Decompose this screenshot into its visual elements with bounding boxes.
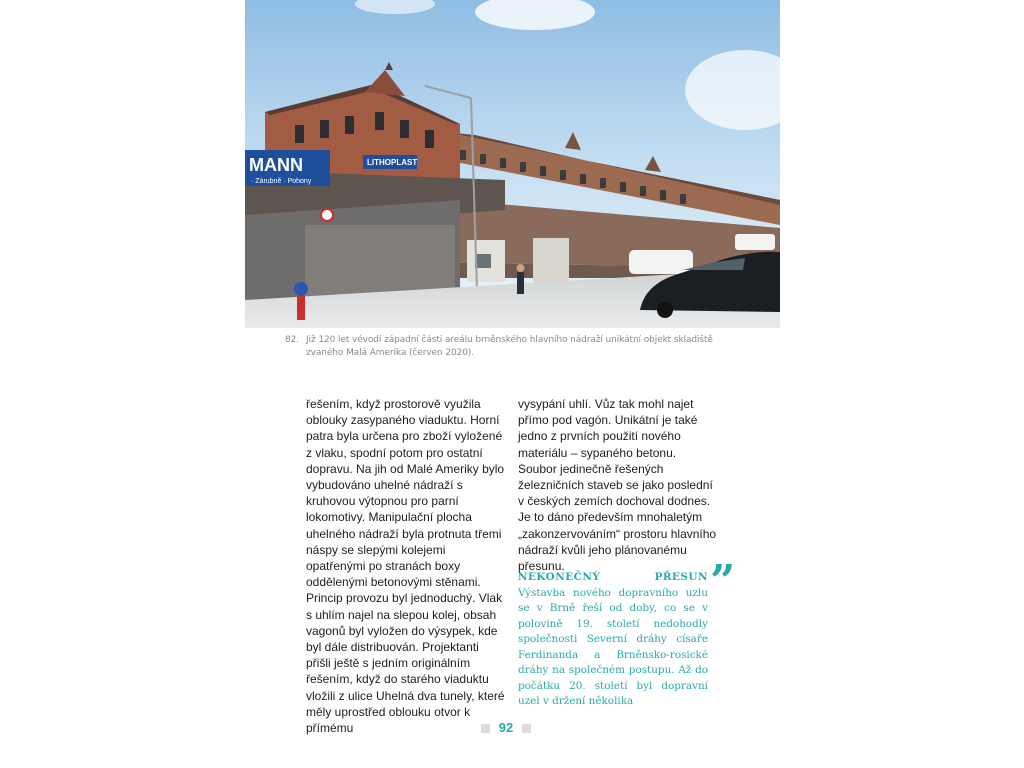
sidebar-box (518, 570, 708, 710)
body-column-right (518, 396, 718, 574)
sidebar-heading: NEKONEČNÝ PŘESUN (518, 571, 708, 583)
sign-mann-subtext: · Zárubně · Pohony (251, 178, 312, 185)
quote-mark-icon: ” (710, 556, 736, 607)
sign-lithoplast-text: LITHOPLAST (367, 158, 418, 167)
photo-caption (285, 334, 716, 360)
page-marker-right-icon (522, 724, 531, 733)
caption-number: 82. (285, 335, 300, 345)
caption-text: Již 120 let vévodí západní části areálu brněnského hlavního nádraží unikátní objekt skladiště zvaného Malá Amerika (červen 2020). (306, 335, 713, 358)
sidebar-text: Výstavba nového dopravního uzlu se v Brně řeší od doby, co se v polovině 19. století nedohodly společnosti Severní dráhy císaře Ferdinanda a Brněnsko-rosické dráhy na společném postupu. Až do počátku 20. století byl dopravní uzel v držení několika (518, 586, 708, 707)
page-number: 92 (498, 720, 514, 735)
station-photo (245, 0, 780, 328)
body-right-text: vysypání uhlí. Vůz tak mohl najet přímo pod vagón. Unikátní je také jedno z prvních použití nového materiálu – sypaného betonu. Soubor jedinečně řešených železničních staveb se jako poslední v českých zemích dochoval dodnes. Je to dáno především mnohaletým „zakonzervováním“ prostoru hlavního nádraží kvůli jeho plánovanému přesunu. (518, 397, 717, 574)
page-number-area (481, 719, 531, 737)
sign-mann-text: MANN (249, 155, 303, 175)
body-column-left (306, 396, 506, 736)
body-left-text: řešením, když prostorově využila oblouky zasypaného viaduktu. Horní patra byla určena pro zboží vyložené z vlaku, spodní potom pro ostatní dopravu. Na jih od Malé Ameriky bylo vybudováno uhelné nádraží s kruhovou výtopnou pro parní lokomotivy. Manipulační plocha uhelného nádraží byla protnuta třemi náspy se slepými kolejemi opatřenými po stranách boxy oddělenými betonovými stěnami. Princip provozu byl jednoduchý. Vlak s uhlím najel na slepou kolej, obsah vagonů byl vyložen do výsypek, kde byl dále distribuován. Projektanti přišli ještě s jedním originálním řešením, když do starého viaduktu vložili z ulice Uhelná dva tunely, které měly uprostřed oblouku otvor k přímému (306, 397, 505, 736)
